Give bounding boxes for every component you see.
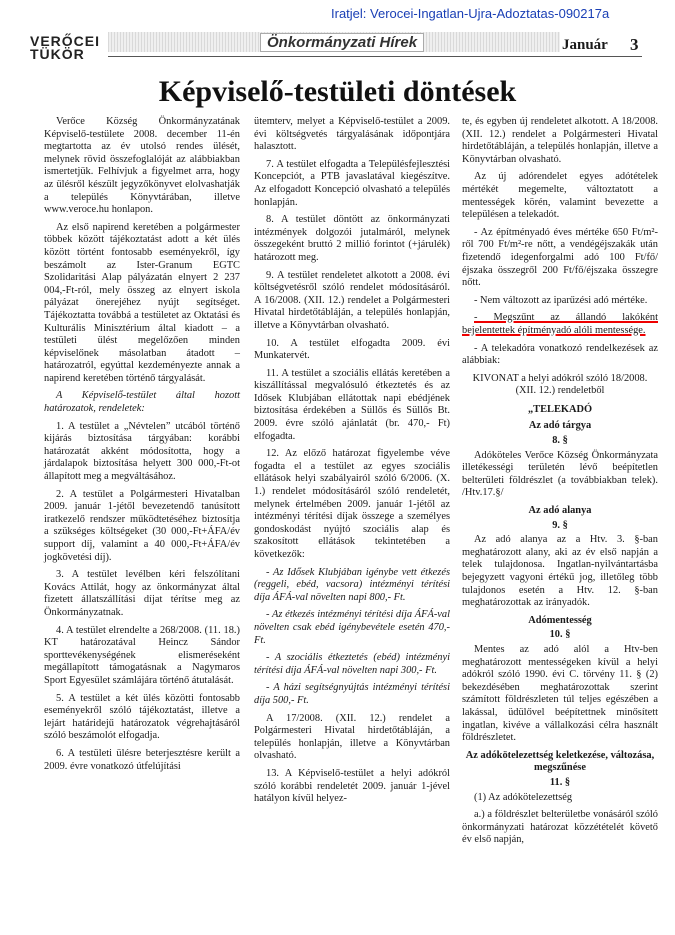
section-heading: „TELEKADÓ xyxy=(527,403,593,415)
paragraph: 12. Az előző határozat figyelembe véve fogadta el a testület az egyes szociális ellátások helyi szabályairól szóló 6/2006. (X. 1.) rendelet módosításáról szóló rendeletét, melynek értelmében 2009. január 1-jétől az intézményi térítési díjak összege a személyes gondoskodást nyújtó szociális alap és szakosított ellátások tekintetében a következők: xyxy=(254,448,450,560)
paragraph: Az új adórendelet egyes adótételek mértékét megemelte, változtatott a mentességek körén, valamint bevezette a településen a telekadót. xyxy=(462,171,658,221)
fee-item: - Az étkezés intézményi térítési díja ÁFÁ-val növelten csak ebéd igénybevétele esetén 470,- Ft. xyxy=(254,609,450,646)
document-id-stamp: Iratjel: Verocei-Ingatlan-Ujra-Adoztatas-090217a xyxy=(331,6,610,21)
paragraph: a.) a földrészlet belterületbe vonásáról szóló önkormányzati határozat közzétételét követő év első napján, xyxy=(462,809,658,846)
highlighted-tax-item: - Megszűnt az állandó lakóként bejelentettek építményadó alóli mentessége. xyxy=(462,312,658,336)
section-heading: Adómentesség xyxy=(528,614,592,626)
paragraph: (1) Az adókötelezettség xyxy=(474,791,573,803)
tax-item: - Nem változott az iparűzési adó mértéke. xyxy=(474,294,648,306)
section-heading: Az adó tárgya xyxy=(528,420,592,432)
article-column-3 xyxy=(462,116,658,852)
paragraph: 3. A testület levélben kéri felszólítani Kovács Attilát, hogy az önkormányzat által fizetett állatszállítási díjat térítse meg az Önkormányzatnak. xyxy=(44,569,240,618)
paragraph: 8. A testület döntött az önkormányzati intézmények dolgozói jutalmáról, melynek összegeként bruttó 2 millió forintot (+járulék) határozott meg. xyxy=(254,214,450,263)
fee-item: - A szociális étkeztetés (ebéd) intézményi térítési díja ÁFÁ-val növelten napi 300,- Ft. xyxy=(254,652,450,676)
paragraph: 6. A testületi ülésre beterjesztésre került a 2009. évre vonatkozó útfelújítási xyxy=(44,747,240,772)
paragraph: 1. A testület a „Névtelen” utcából történő kijárás biztosítása tárgyában: korábbi határozatát akként módosította, hogy a járdalapok biztosítása helyett 300 000,-Ft-ot állapított meg a megváltásához. xyxy=(44,420,240,483)
paragraph-subheading: A Képviselő-testület által hozott határozatok, rendeletek: xyxy=(44,390,240,415)
header-rule xyxy=(108,56,642,57)
paragraph: 2. A testület a Polgármesteri Hivatalban 2009. január 1-jétől bevezetendő tanúsított iratkezelő rendszer működtetéséhez biztosítja a szükséges költségeket (30 000,-Ft+ÁFA/év support díj, valamint a 40 000,-Ft+ÁFA/év jogkövetési díj). xyxy=(44,488,240,563)
paragraph: 4. A testület elrendelte a 268/2008. (11. 18.) KT határozatával Heincz Sándor sporttevékenységének elismeréseként megállapított támogatásnak a Nagymaros Sport Egyesület számlájára történő átutalását. xyxy=(44,624,240,686)
page-number: 3 xyxy=(630,35,639,54)
paragraph: 9. A testület rendeletet alkotott a 2008. évi költségvetésről szóló rendelet módosításáról. A 16/2008. (XII. 12.) rendelet a Polgármesteri Hivatal hirdetőtábláján, a település honlapján, illetve a Könyvtárban olvasható. xyxy=(254,269,450,331)
newspaper-name: VERŐCEI TÜKÖR xyxy=(30,33,101,62)
article-title: Képviselő-testületi döntések xyxy=(158,75,517,108)
article-column-2 xyxy=(254,116,450,811)
section-number: 10. § xyxy=(549,629,571,641)
paragraph: Az adó alanya az a Htv. 3. §-ban meghatározott alany, aki az év első napján a telek tulajdonosa. Ingatlan-nyilvántartásba bejegyzett vagyoni értékű jog, illetőleg több tulajdonos esetén a Htv. 12. §-ban meghatározottak az irányadók. xyxy=(462,534,658,609)
section-title: Önkormányzati Hírek xyxy=(260,33,424,52)
paragraph: Verőce Község Önkormányzatának Képviselő-testülete 2008. december 11-én megtartotta az év utolsó rendes ülését, melynek rövid összefoglalóját az alábbiakban ismertetjük. Felhívjuk a figyelmet arra, hogy az ülésről készült jegyzőkönyvet elolvashatják a település Könyvtárában, illetve www.veroce.hu honlapon. xyxy=(44,116,240,216)
section-number: 11. § xyxy=(549,776,571,788)
paragraph: ütemterv, melyet a Képviselő-testület a 2009. évi költségvetés tárgyalásának időpontjára halasztott. xyxy=(254,116,450,153)
paragraph: Az első napirend keretében a polgármester többek között tájékoztatást adott a két ülés között történt fontosabb eseményekről, így beszámolt az Ister-Granum EGTC Szolidaritási Alap pályázatán elnyert 2 237 004,-Ft-ról, mely összeg az elnyert iskola pályázat önerejéhez nyújt segítséget. Tájékoztatta továbbá a testületet az Oktatási és Kulturális Minisztérium által kiadott – a testületi ülést megelőzően minden képviselőnek másolatban átadott – határozatról, egyúttal kezdeményezte annak a napirend keretében történő tárgyalását. xyxy=(44,221,240,384)
tax-item: - A telekadóra vonatkozó rendelkezések az alábbiak: xyxy=(462,342,658,367)
section-heading: Az adókötelezettség keletkezése, változása, megszűnése xyxy=(465,749,655,774)
fee-item: - Az Idősek Klubjában igénybe vett étkezés (reggeli, ebéd, vacsora) intézményi térítési díja ÁFÁ-val növelten napi 800,- Ft. xyxy=(254,566,450,603)
section-number: 9. § xyxy=(552,519,568,531)
section-banner xyxy=(108,32,560,52)
tax-item: - Az építményadó éves mértéke 650 Ft/m²-ről 700 Ft/m²-re nőtt, a vendégéjszakák után fizetendő idegenforgalmi adó 100 Ft/fő/éjszaka összegről 200 Ft/fő/éjszaka összegre nőtt. xyxy=(462,226,658,289)
extract-heading: KIVONAT a helyi adókról szóló 18/2008. (XII. 12.) rendeletből xyxy=(472,372,648,397)
article-column-1 xyxy=(44,116,240,778)
paragraph: Adóköteles Verőce Község Önkormányzata illetékességi területén lévő beépítetlen belterületi földrészlet (a továbbiakban telek). /Htv.17.§/ xyxy=(462,449,658,499)
paragraph: 11. A testület a szociális ellátás keretében a kiszállítással megvalósuló étkeztetés és az Idősek Klubjában ellátottak napi ebédjének biztosítása érdekében a Süllős és Süllős Bt. 2009. évre szóló ajánlatát (br. 470,- Ft) elfogadta. xyxy=(254,367,450,442)
section-heading: Az adó alanya xyxy=(528,505,592,517)
paragraph: te, és egyben új rendeletet alkotott. A 18/2008. (XII. 12.) rendelet a Polgármesteri Hivatal hirdetőtábláján, a település honlapján, illetve a Könyvtárban olvasható. xyxy=(462,116,658,165)
paragraph: 7. A testület elfogadta a Településfejlesztési Koncepciót, a PTB javaslatával kiegészítve. Az elfogadott Koncepció olvasható a település honlapján. xyxy=(254,158,450,208)
issue-month: Január xyxy=(562,37,608,53)
fee-item: - A házi segítségnyújtás intézményi térítési díja 500,- Ft. xyxy=(254,682,450,706)
masthead xyxy=(30,32,642,66)
section-number: 8. § xyxy=(552,435,568,447)
paragraph: 10. A testület elfogadta 2009. évi Munkatervét. xyxy=(254,337,450,362)
paragraph: 5. A testület a két ülés közötti fontosabb eseményekről szóló tájékoztatást, illetve a lejárt határidejű határozatok végrehajtásáról szóló beszámolót elfogadja. xyxy=(44,692,240,742)
paragraph: 13. A Képviselő-testület a helyi adókról szóló korábbi rendeletét 2009. január 1-jével hatályon kívül helyez- xyxy=(254,767,450,805)
paragraph: A 17/2008. (XII. 12.) rendelet a Polgármesteri Hivatal hirdetőtábláján, a település honlapján, illetve a Könyvtárban olvasható. xyxy=(254,712,450,762)
paragraph: Mentes az adó alól a Htv-ben meghatározott mentességeken kívül a helyi adókról szóló 1990. évi C. törvény 11. § (2) bekezdésében meghatározottak szerint számított földrészleten túl teljes egészében a lakással, üdülővel beépítettnek minősített ingatlan, kivéve a vállalkozási célra használt földrészletet. xyxy=(462,643,658,744)
